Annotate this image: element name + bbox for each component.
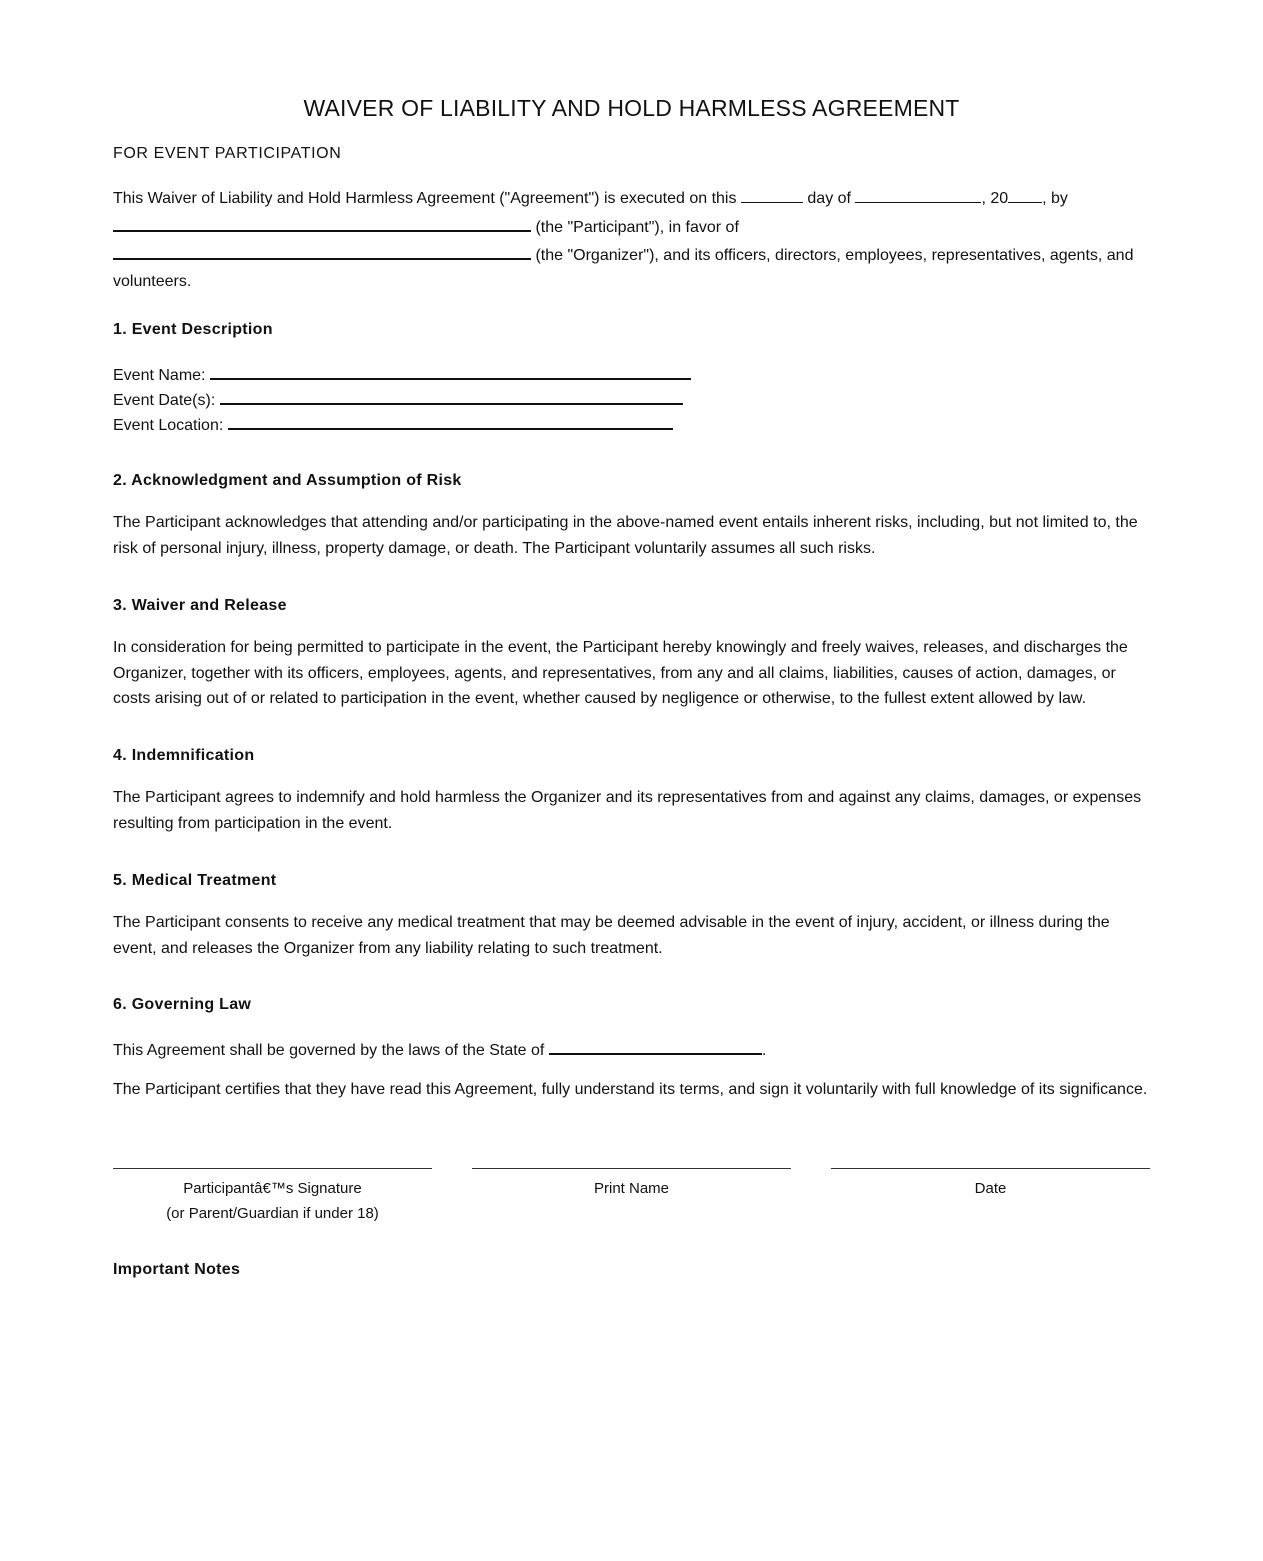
- section-3-heading: 3. Waiver and Release: [113, 597, 287, 614]
- section-4-heading: 4. Indemnification: [113, 747, 255, 764]
- day-blank[interactable]: [741, 184, 803, 203]
- date-block: [831, 1168, 1150, 1201]
- participant-signature-label: Participantâ€™s Signature: [183, 1180, 362, 1197]
- section-6-heading: 6. Governing Law: [113, 996, 252, 1013]
- section-1-heading: 1. Event Description: [113, 321, 273, 338]
- governing-law-period: .: [761, 1042, 767, 1059]
- print-name-line[interactable]: [472, 1168, 791, 1176]
- important-notes-heading: Important Notes: [113, 1261, 241, 1278]
- print-name-label: Print Name: [593, 1180, 670, 1197]
- participant-signature-line[interactable]: [113, 1168, 432, 1176]
- state-blank[interactable]: [549, 1035, 762, 1055]
- participant-signature-sublabel: (or Parent/Guardian if under 18): [166, 1205, 379, 1222]
- section-5-heading: 5. Medical Treatment: [113, 872, 277, 889]
- print-name-block: [472, 1168, 791, 1201]
- event-location-blank[interactable]: [228, 410, 673, 430]
- certification-text: The Participant certifies that they have read this Agreement, fully understand its terms, and sign it voluntarily with full knowledge of its significance.: [113, 1081, 1148, 1098]
- intro-text-3: , 20: [981, 190, 1009, 207]
- event-location-label: Event Location:: [113, 417, 224, 434]
- participant-name-blank[interactable]: [113, 212, 531, 232]
- intro-text-1: This Waiver of Liability and Hold Harmless Agreement ("Agreement") is executed on this: [113, 190, 737, 207]
- intro-text-4: , by: [1042, 190, 1068, 207]
- governing-law-line: [113, 1035, 766, 1064]
- event-name-blank[interactable]: [210, 360, 691, 380]
- organizer-label: (the "Organizer"), and its officers, directors, employees, representatives, agents, and volunteers.: [113, 247, 1134, 290]
- section-5-text: The Participant consents to receive any medical treatment that may be deemed advisable in the event of injury, accident, or illness during the event, and releases the Organizer from any liability relating to such treatment.: [113, 914, 1110, 957]
- event-dates-label: Event Date(s):: [113, 392, 216, 409]
- date-line[interactable]: [831, 1168, 1150, 1176]
- intro-text-2: day of: [807, 190, 851, 207]
- document-title: WAIVER OF LIABILITY AND HOLD HARMLESS AGREEMENT: [303, 95, 960, 121]
- event-name-label: Event Name:: [113, 367, 206, 384]
- event-dates-blank[interactable]: [220, 385, 683, 405]
- intro-paragraph: [113, 184, 1153, 294]
- organizer-name-blank[interactable]: [113, 240, 531, 260]
- month-blank[interactable]: [855, 184, 981, 203]
- governing-law-text: This Agreement shall be governed by the laws of the State of: [113, 1042, 545, 1059]
- document-subtitle: FOR EVENT PARTICIPATION: [113, 145, 342, 162]
- date-label: Date: [974, 1180, 1007, 1197]
- year-blank[interactable]: [1008, 184, 1042, 203]
- participant-label: (the "Participant"), in favor of: [535, 218, 739, 236]
- section-3-text: In consideration for being permitted to participate in the event, the Participant hereby knowingly and freely waives, releases, and discharges the Organizer, together with its officers, employees, agents, and representatives, from any and all claims, liabilities, causes of action, damages, or costs arising out of or related to participation in the event, whether caused by negligence or otherwise, to the fullest extent allowed by law.: [113, 639, 1128, 707]
- section-2-heading: 2. Acknowledgment and Assumption of Risk: [113, 472, 462, 489]
- participant-signature-block: [113, 1168, 432, 1226]
- event-location-field: [113, 410, 673, 439]
- section-2-text: The Participant acknowledges that attending and/or participating in the above-named event entails inherent risks, including, but not limited to, the risk of personal injury, illness, property damage, or death. The Participant voluntarily assumes all such risks.: [113, 514, 1138, 557]
- section-4-text: The Participant agrees to indemnify and hold harmless the Organizer and its representatives from and against any claims, damages, or expenses resulting from participation in the event.: [113, 789, 1142, 832]
